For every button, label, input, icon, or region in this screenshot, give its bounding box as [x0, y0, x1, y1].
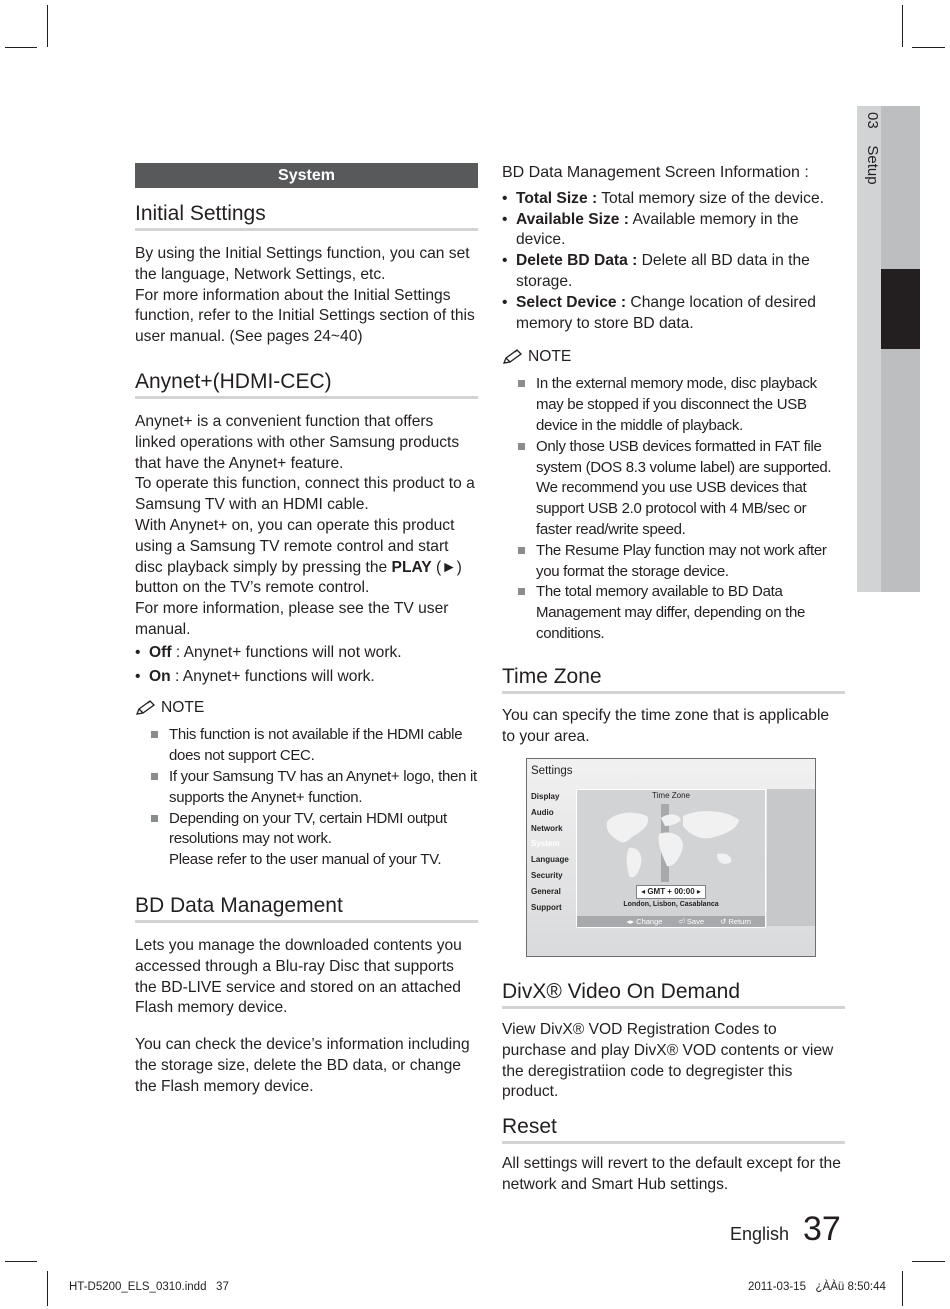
slug-file: HT-D5200_ELS_0310.indd 37	[69, 1281, 229, 1293]
anynet-p3	[135, 516, 478, 599]
initial-settings-p2: For more information about the Initial Settings function, refer to the Initial Settings section of this user manual. (See pages 24~40)	[135, 286, 475, 346]
screen-menu	[531, 789, 569, 915]
dialog-title: Time Zone	[652, 791, 690, 800]
reset-p: All settings will revert to the default except for the network and Smart Hub settings.	[502, 1155, 841, 1193]
dialog-footer	[577, 916, 765, 927]
bullet-term: Off	[149, 643, 172, 661]
bullet-term: Select Device :	[516, 293, 627, 311]
footer-return-label: Return	[728, 917, 751, 926]
bd-data-heading: BD Data Management	[135, 894, 478, 923]
bullet-term: Delete BD Data :	[516, 252, 638, 270]
crop-mark	[47, 1271, 48, 1306]
world-map-icon	[599, 804, 745, 882]
anynet-bullets	[135, 643, 478, 688]
footer-change: ◂▸ Change	[626, 917, 663, 926]
list-item: In the external memory mode, disc playback may be stopped if you disconnect the USB device in the middle of playback.	[502, 374, 845, 436]
crop-mark	[912, 47, 945, 48]
time-zone-heading: Time Zone	[502, 665, 845, 694]
list-item: The total memory available to BD Data Management may differ, depending on the conditions.	[502, 582, 845, 644]
right-lower	[502, 980, 845, 1196]
bd-info-title: BD Data Management Screen Information :	[502, 164, 809, 181]
screen-right-panel	[767, 789, 815, 926]
bullet-term: Total Size :	[516, 189, 598, 207]
bullet-desc: : Anynet+ functions will not work.	[171, 643, 402, 661]
initial-settings-p1: By using the Initial Settings function, you can set the language, Network Settings, etc.	[135, 245, 470, 283]
list-item	[502, 293, 845, 335]
bd-info-bullets	[502, 189, 845, 335]
right-column	[502, 163, 845, 747]
note-heading	[502, 348, 845, 366]
screen-title: Settings	[531, 765, 573, 777]
list-item	[502, 251, 845, 293]
bullet-term: On	[149, 667, 171, 685]
reset-heading: Reset	[502, 1115, 845, 1144]
footer-return: ↺ Return	[720, 917, 751, 926]
anynet-p1: Anynet+ is a convenient function that offers linked operations with other Samsung products that have the Anynet+ feature.	[135, 412, 460, 472]
crop-mark	[912, 1261, 945, 1262]
menu-item: Support	[531, 902, 562, 912]
pencil-icon	[502, 348, 524, 366]
bd-info-notes	[502, 374, 845, 644]
anynet-heading: Anynet+(HDMI-CEC)	[135, 370, 478, 399]
divx-p: View DivX® VOD Registration Codes to purchase and play DivX® VOD contents or view the deregistratiion code to degregister this product.	[502, 1021, 834, 1101]
note-heading	[135, 699, 478, 717]
anynet-p2: To operate this function, connect this product to a Samsung TV with an HDMI cable.	[135, 475, 475, 514]
side-tab-number: 03	[864, 112, 881, 129]
bullet-desc: : Anynet+ functions will work.	[170, 667, 375, 685]
note-label: NOTE	[528, 348, 572, 366]
footer-save: ⏎ Save	[678, 917, 705, 926]
page-number: 37	[803, 1210, 841, 1248]
list-item: This function is not available if the HDMI cable does not support CEC.	[135, 725, 478, 767]
menu-item: General	[531, 886, 561, 896]
side-tab-text: Setup	[864, 145, 881, 185]
list-item	[135, 643, 478, 664]
note-label: NOTE	[161, 699, 205, 717]
settings-screenshot	[526, 758, 816, 957]
footer-change-label: Change	[636, 917, 663, 926]
bullet-desc: Total memory size of the device.	[597, 189, 824, 207]
footer-save-label: Save	[686, 917, 705, 926]
bullet-desc: Change location of desired memory to store BD data.	[516, 293, 816, 332]
list-item: The Resume Play function may not work after you format the storage device.	[502, 541, 845, 583]
list-item: If your Samsung TV has an Anynet+ logo, then it supports the Anynet+ function.	[135, 767, 478, 809]
side-tab-marker	[881, 269, 920, 349]
side-tab-strip	[881, 106, 920, 592]
bullet-desc: Available memory in the device.	[516, 210, 799, 249]
list-item: Only those USB devices formatted in FAT file system (DOS 8.3 volume label) are supported. We recommend you use USB devices that support USB 2.0 protocol with 4 MB/sec or faster read/write speed.	[502, 437, 845, 541]
anynet-notes	[135, 725, 478, 850]
slug-date: 2011-03-15 ¿ÀÀü 8:50:44	[748, 1281, 886, 1293]
list-item	[135, 667, 478, 688]
left-column	[135, 163, 478, 1098]
bullet-desc: Delete all BD data in the storage.	[516, 252, 810, 290]
menu-item: Display	[531, 792, 560, 801]
bd-data-p2: You can check the device’s information including the storage size, delete the BD data, or change the Flash memory device.	[135, 1036, 470, 1095]
footer-language: English	[730, 1224, 790, 1244]
crop-mark	[902, 5, 903, 47]
list-item	[502, 189, 845, 210]
list-item: Depending on your TV, certain HDMI output resolutions may not work.	[135, 809, 478, 851]
anynet-note-continuation: Please refer to the user manual of your TV.	[169, 851, 442, 869]
anynet-p3-b: (►) button on the TV’s remote control.	[135, 558, 462, 597]
time-zone-p: You can specify the time zone that is applicable to your area.	[502, 706, 830, 745]
menu-item: System	[531, 839, 560, 849]
anynet-p4: For more information, please see the TV user manual.	[135, 600, 449, 638]
side-tab-label	[857, 112, 881, 185]
play-label: PLAY	[391, 558, 432, 576]
pencil-icon	[135, 699, 157, 717]
bullet-term: Available Size :	[516, 210, 629, 228]
divx-heading: DivX® Video On Demand	[502, 980, 845, 1009]
crop-mark	[5, 1261, 37, 1262]
menu-item: Language	[531, 855, 569, 865]
bd-data-p1: Lets you manage the downloaded contents you accessed through a Blu-ray Disc that supports the BD-LIVE service and stored on an attached Flash memory device.	[135, 936, 462, 1017]
crop-mark	[47, 5, 48, 47]
list-item	[502, 210, 845, 252]
system-header: System	[135, 163, 478, 188]
time-zone-city: London, Lisbon, Casablanca	[623, 901, 719, 908]
time-zone-value-text: GMT + 00:00	[647, 887, 695, 896]
crop-mark	[902, 1271, 903, 1306]
initial-settings-heading: Initial Settings	[135, 202, 478, 231]
anynet-p3-a: With Anynet+ on, you can operate this product using a Samsung TV remote control and start disc playback simply by pressing the	[135, 516, 455, 576]
crop-mark	[5, 47, 37, 48]
time-zone-value[interactable]: ◂ GMT + 00:00 ▸	[636, 885, 706, 899]
time-zone-dialog	[576, 789, 766, 928]
menu-item: Security	[531, 870, 563, 880]
menu-item: Network	[531, 823, 563, 833]
menu-item: Audio	[531, 807, 554, 817]
